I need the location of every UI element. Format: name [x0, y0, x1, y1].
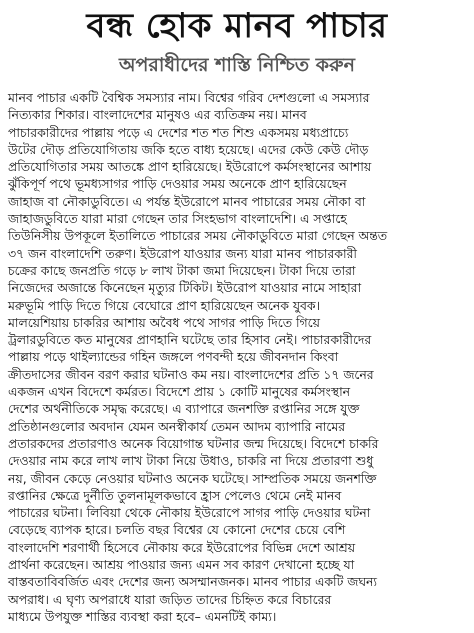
body-line: পাচারকারীদের পাল্লায় পড়ে এ দেশের শত শত শিশু একসময় মধ্যপ্রাচ্যে	[8, 124, 349, 140]
body-line: দেওয়ার নাম করে লাখ লাখ টাকা নিয়ে উধাও, চাকরি না দিয়ে প্রতারণা শুধু	[8, 453, 374, 469]
body-line: তিউনিসীয় উপকূলে ইতালিতে পাচারের সময় নৌকাডুবিতে মারা গেছেন অন্তত	[8, 228, 388, 244]
body-line: প্রতিষ্ঠানগুলোর অবদান যেমন অনস্বীকার্য তেমন আদম ব্যাপারি নামের	[8, 418, 346, 434]
body-line: উটের দৌড় প্রতিযোগিতায় জকি হতে বাধ্য হয়েছে। এদের কেউ কেউ দৌড়	[8, 141, 369, 157]
body-line: নিত্যকার শিকার। বাংলাদেশের মানুষও এর ব্যতিক্রম নয়। মানব	[8, 107, 307, 123]
body-line: প্রার্থনা করেছেন। আশ্রয় পাওয়ার জন্য এমন সব কারণ দেখানো হচ্ছে যা	[8, 557, 355, 573]
body-line: মাধ্যমে উপযুক্ত শাস্তির ব্যবস্থা করা হবে– এমনটিই কাম্য।	[8, 608, 277, 624]
body-line: ট্রলারডুবিতে কত মানুষের প্রাণহানি ঘটেছে তার হিসাব নেই। পাচারকারীদের	[8, 332, 372, 348]
body-line: জাহাজডুবিতে যারা মারা গেছেন তার সিংহভাগ বাংলাদেশি। এ সপ্তাহে	[8, 211, 347, 227]
body-line: প্রতারকদের প্রতারণাও অনেক বিয়োগান্ত ঘটনার জন্ম দিয়েছে। বিদেশে চাকরি	[8, 435, 379, 451]
body-line: রপ্তানির ক্ষেত্রে দুর্নীতি তুলনামূলকভাবে হ্রাস পেলেও থেমে নেই মানব	[8, 487, 342, 503]
body-line: মালয়েশিয়ায় চাকরির আশায় অবৈধ পথে সাগর পাড়ি দিতে গিয়ে	[8, 314, 320, 330]
body-line: ৩৭ জন বাংলাদেশি তরুণ। ইউরোপ যাওয়ার জন্য যারা মানব পাচারকারী	[8, 245, 357, 261]
body-line: অপরাধ। এ ঘৃণ্য অপরাধে যারা জড়িত তাদের চিহ্নিত করে বিচারের	[8, 591, 332, 607]
body-line: মরুভূমি পাড়ি দিতে গিয়ে বেঘোরে প্রাণ হারিয়েছেন অনেক যুবক।	[8, 297, 321, 313]
article-body	[8, 89, 464, 625]
body-line: দেশের অর্থনীতিকে সমৃদ্ধ করেছে। এ ব্যাপারে জনশক্তি রপ্তানির সঙ্গে যুক্ত	[8, 401, 360, 417]
body-line: মানব পাচার একটি বৈশ্বিক সমস্যার নাম। বিশ্বের গরিব দেশগুলো এ সমস্যার	[8, 90, 370, 105]
body-line: বেড়েছে ব্যাপক হারে। চলতি বছর বিশ্বের যে কোনো দেশের চেয়ে বেশি	[8, 522, 346, 538]
body-line: ঝুঁকিপূর্ণ পথে ভূমধ্যসাগর পাড়ি দেওয়ার সময় অনেকে প্রাণ হারিয়েছেন	[8, 176, 347, 192]
headline: বন্ধ হোক মানব পাচার	[86, 6, 388, 46]
body-line: চক্রের কাছে জনপ্রতি গড়ে ৮ লাখ টাকা জমা দিয়েছেন। টাকা দিয়ে তারা	[8, 262, 356, 278]
body-line: প্রতিযোগিতার সময় আতঙ্কে প্রাণ হারিয়েছে। ইউরোপে কর্মসংস্থানের আশায়	[8, 159, 372, 175]
body-line: বাংলাদেশি শরণার্থী হিসেবে নৌকায় করে ইউরোপের বিভিন্ন দেশে আশ্রয়	[8, 539, 355, 555]
body-line: নিজেদের অজান্তে কিনেছেন মৃত্যুর টিকিট। ইউরোপ যাওয়ার নামে সাহারা	[8, 280, 362, 296]
body-line: পাচারের ঘটনা। লিবিয়া থেকে নৌকায় ইউরোপে সাগর পাড়ি দেওয়ার ঘটনা	[8, 505, 371, 521]
body-line: বাস্তবতাবিবর্জিত এবং দেশের জন্য অসম্মানজনক। মানব পাচার একটি জঘন্য	[8, 574, 378, 590]
body-line: পাল্লায় পড়ে থাইল্যান্ডের গহিন জঙ্গলে পণবন্দী হয়ে জীবনদান কিংবা	[8, 349, 339, 365]
body-line: ক্রীতদাসের জীবন বরণ করার ঘটনাও কম নয়। বাংলাদেশের প্রতি ১৭ জনের	[8, 366, 374, 382]
body-line: নয়, জীবন কেড়ে নেওয়ার ঘটনাও অনেক ঘটেছে। সাম্প্রতিক সময়ে জনশক্তি	[8, 470, 377, 486]
body-line: জাহাজ বা নৌকাডুবিতে। এ পর্যন্ত ইউরোপে মানব পাচারের সময় নৌকা বা	[8, 193, 366, 209]
subheadline: অপরাধীদের শাস্তি নিশ্চিত করুন	[119, 54, 355, 76]
body-line: একজন এখন বিদেশে কর্মরত। বিদেশে প্রায় ১ কোটি মানুষের কর্মসংস্থান	[8, 384, 351, 400]
